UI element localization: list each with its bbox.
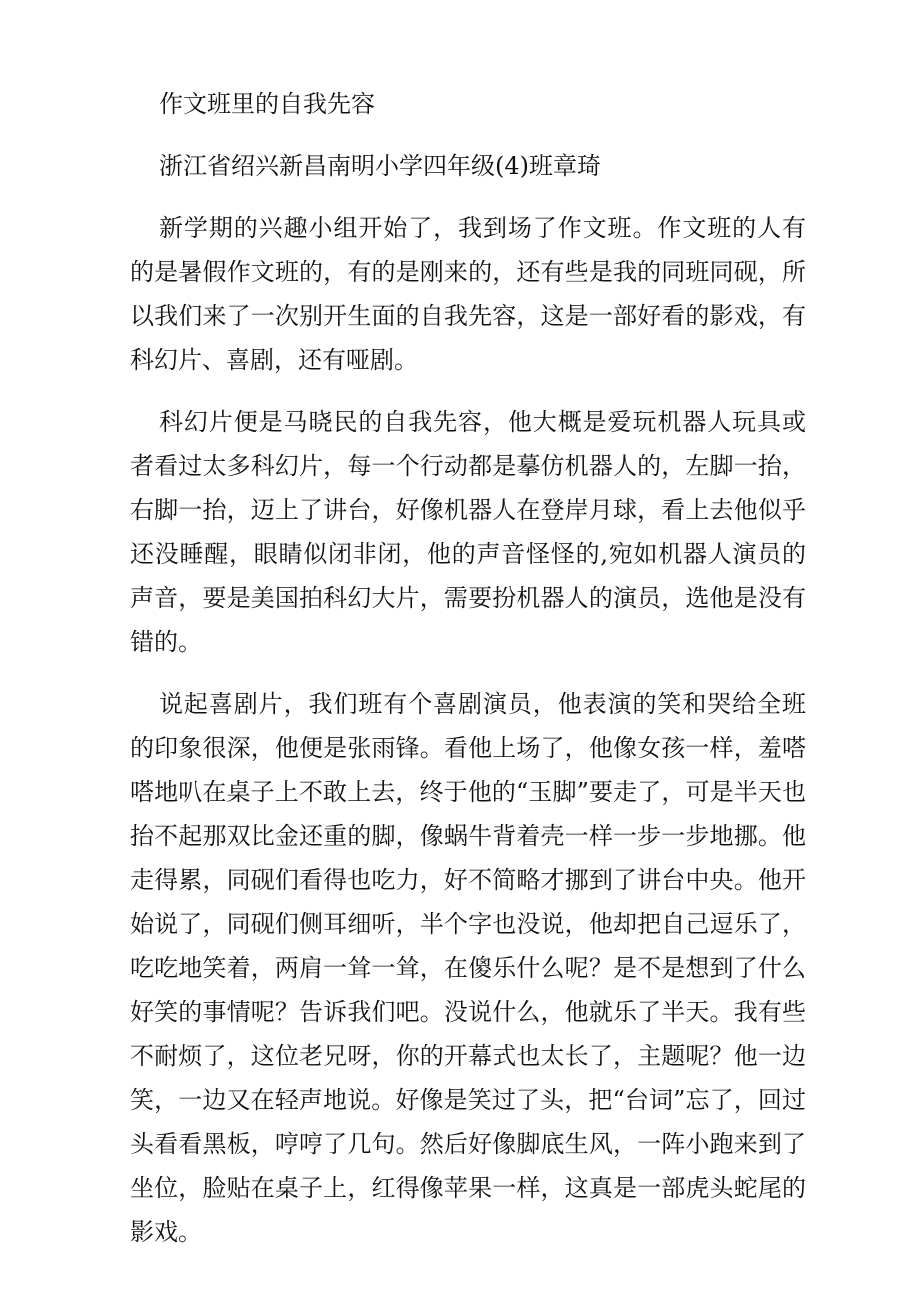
paragraph-1: 新学期的兴趣小组开始了，我到场了作文班。作文班的人有的是暑假作文班的，有的是刚来的，还有些是我的同班同砚，所以我们来了一次别开生面的自我先容，这是一部好看的影戏，有科幻片、喜剧，还有哑剧。 xyxy=(130,214,806,374)
essay-text-block xyxy=(130,82,806,1272)
essay-byline: 浙江省绍兴新昌南明小学四年级(4)班章琦 xyxy=(159,152,601,180)
paragraph-2: 科幻片便是马晓民的自我先容，他大概是爱玩机器人玩具或者看过太多科幻片，每一个行动都是摹仿机器人的，左脚一抬，右脚一抬，迈上了讲台，好像机器人在登岸月球，看上去他似乎还没睡醒，眼睛似闭非闭，他的声音怪怪的,宛如机器人演员的声音，要是美国拍科幻大片，需要扮机器人的演员，选他是没有错的。 xyxy=(130,408,806,656)
paragraph-3: 说起喜剧片，我们班有个喜剧演员，他表演的笑和哭给全班的印象很深，他便是张雨锋。看他上场了，他像女孩一样，羞嗒嗒地叭在桌子上不敢上去，终于他的“玉脚”要走了，可是半天也抬不起那双比金还重的脚，像蜗牛背着壳一样一步一步地挪。他走得累，同砚们看得也吃力，好不简略才挪到了讲台中央。他开始说了，同砚们侧耳细听，半个字也没说，他却把自己逗乐了，吃吃地笑着，两肩一耸一耸，在傻乐什么呢？是不是想到了什么好笑的事情呢？告诉我们吧。没说什么，他就乐了半天。我有些不耐烦了，这位老兄呀，你的开幕式也太长了，主题呢？他一边笑，一边又在轻声地说。好像是笑过了头，把“台词”忘了，回过头看看黑板，哼哼了几句。然后好像脚底生风，一阵小跑来到了坐位，脸贴在桌子上，红得像苹果一样，这真是一部虎头蛇尾的影戏。 xyxy=(130,690,806,1246)
essay-title: 作文班里的自我先容 xyxy=(159,90,375,118)
